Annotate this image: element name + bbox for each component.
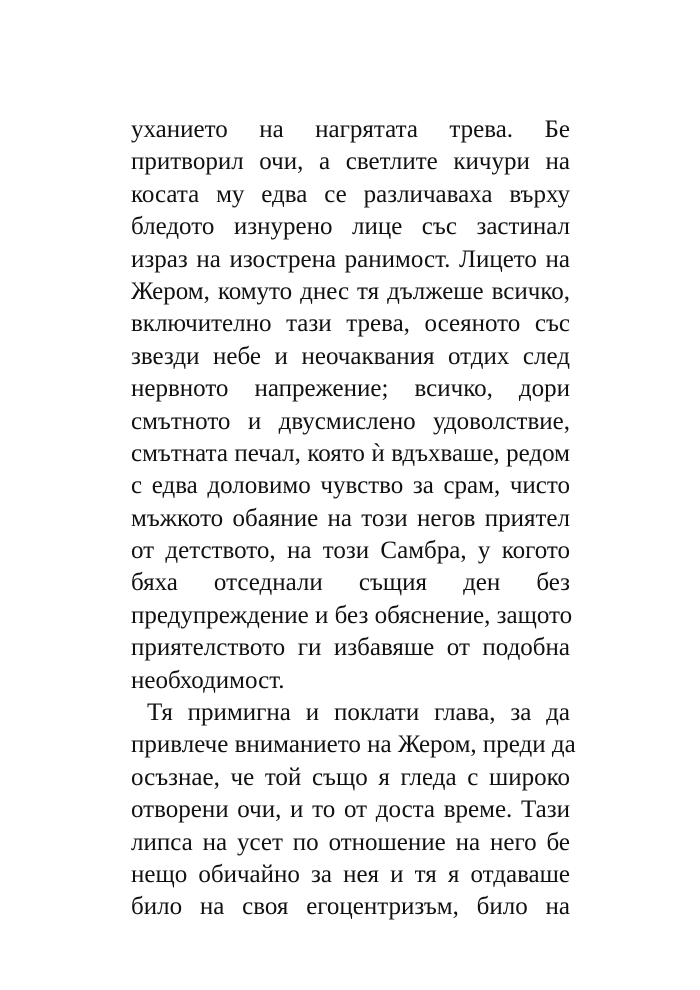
text-line: звезди небе и неочаквания отдих след — [131, 342, 570, 370]
text-line: предупреждение и без обяснение, защото — [131, 601, 573, 629]
text-line: необходимост. — [131, 666, 285, 694]
text-line: липса на усет по отношение на него бе — [131, 828, 570, 856]
text-line: с едва доловимо чувство за срам, чисто — [131, 472, 570, 500]
text-line: бяха отседнали същия ден без — [131, 569, 570, 597]
text-line: смътната печал, която ѝ вдъхваше, редом — [131, 439, 570, 467]
text-line: уханието на нагрятата трева. Бе — [131, 116, 570, 143]
text-line: било на своя егоцентризъм, било на — [131, 893, 570, 921]
text-line: смътното и двусмислено удоволствие, — [131, 407, 570, 435]
text-line: притворил очи, а светлите кичури на — [131, 148, 570, 176]
text-line: Жером, комуто днес тя дължеше всичко, — [131, 277, 570, 305]
text-line: от детството, на този Самбра, у когото — [131, 537, 570, 565]
text-line: отворени очи, и то от доста време. Тази — [131, 796, 570, 824]
body-text — [131, 114, 576, 924]
text-line: нервното напрежение; всичко, дори — [131, 375, 570, 403]
text-line: бледото изнурено лице със застинал — [131, 213, 570, 241]
text-line: израз на изострена ранимост. Лицето на — [131, 245, 570, 273]
text-line: нещо обичайно за нея и тя я отдаваше — [131, 860, 570, 888]
text-line: косата му едва се различаваха върху — [131, 180, 570, 208]
text-line: приятелството ги избавяше от подобна — [131, 634, 570, 662]
text-line: включително тази трева, осеяното със — [131, 310, 570, 338]
text-line: мъжкото обаяние на този негов приятел — [131, 504, 570, 532]
text-line: осъзнае, че той също я гледа с широко — [131, 763, 570, 791]
text-line: привлече вниманието на Жером, преди да — [131, 731, 576, 759]
text-line: Тя примигна и поклати глава, за да — [147, 699, 570, 727]
